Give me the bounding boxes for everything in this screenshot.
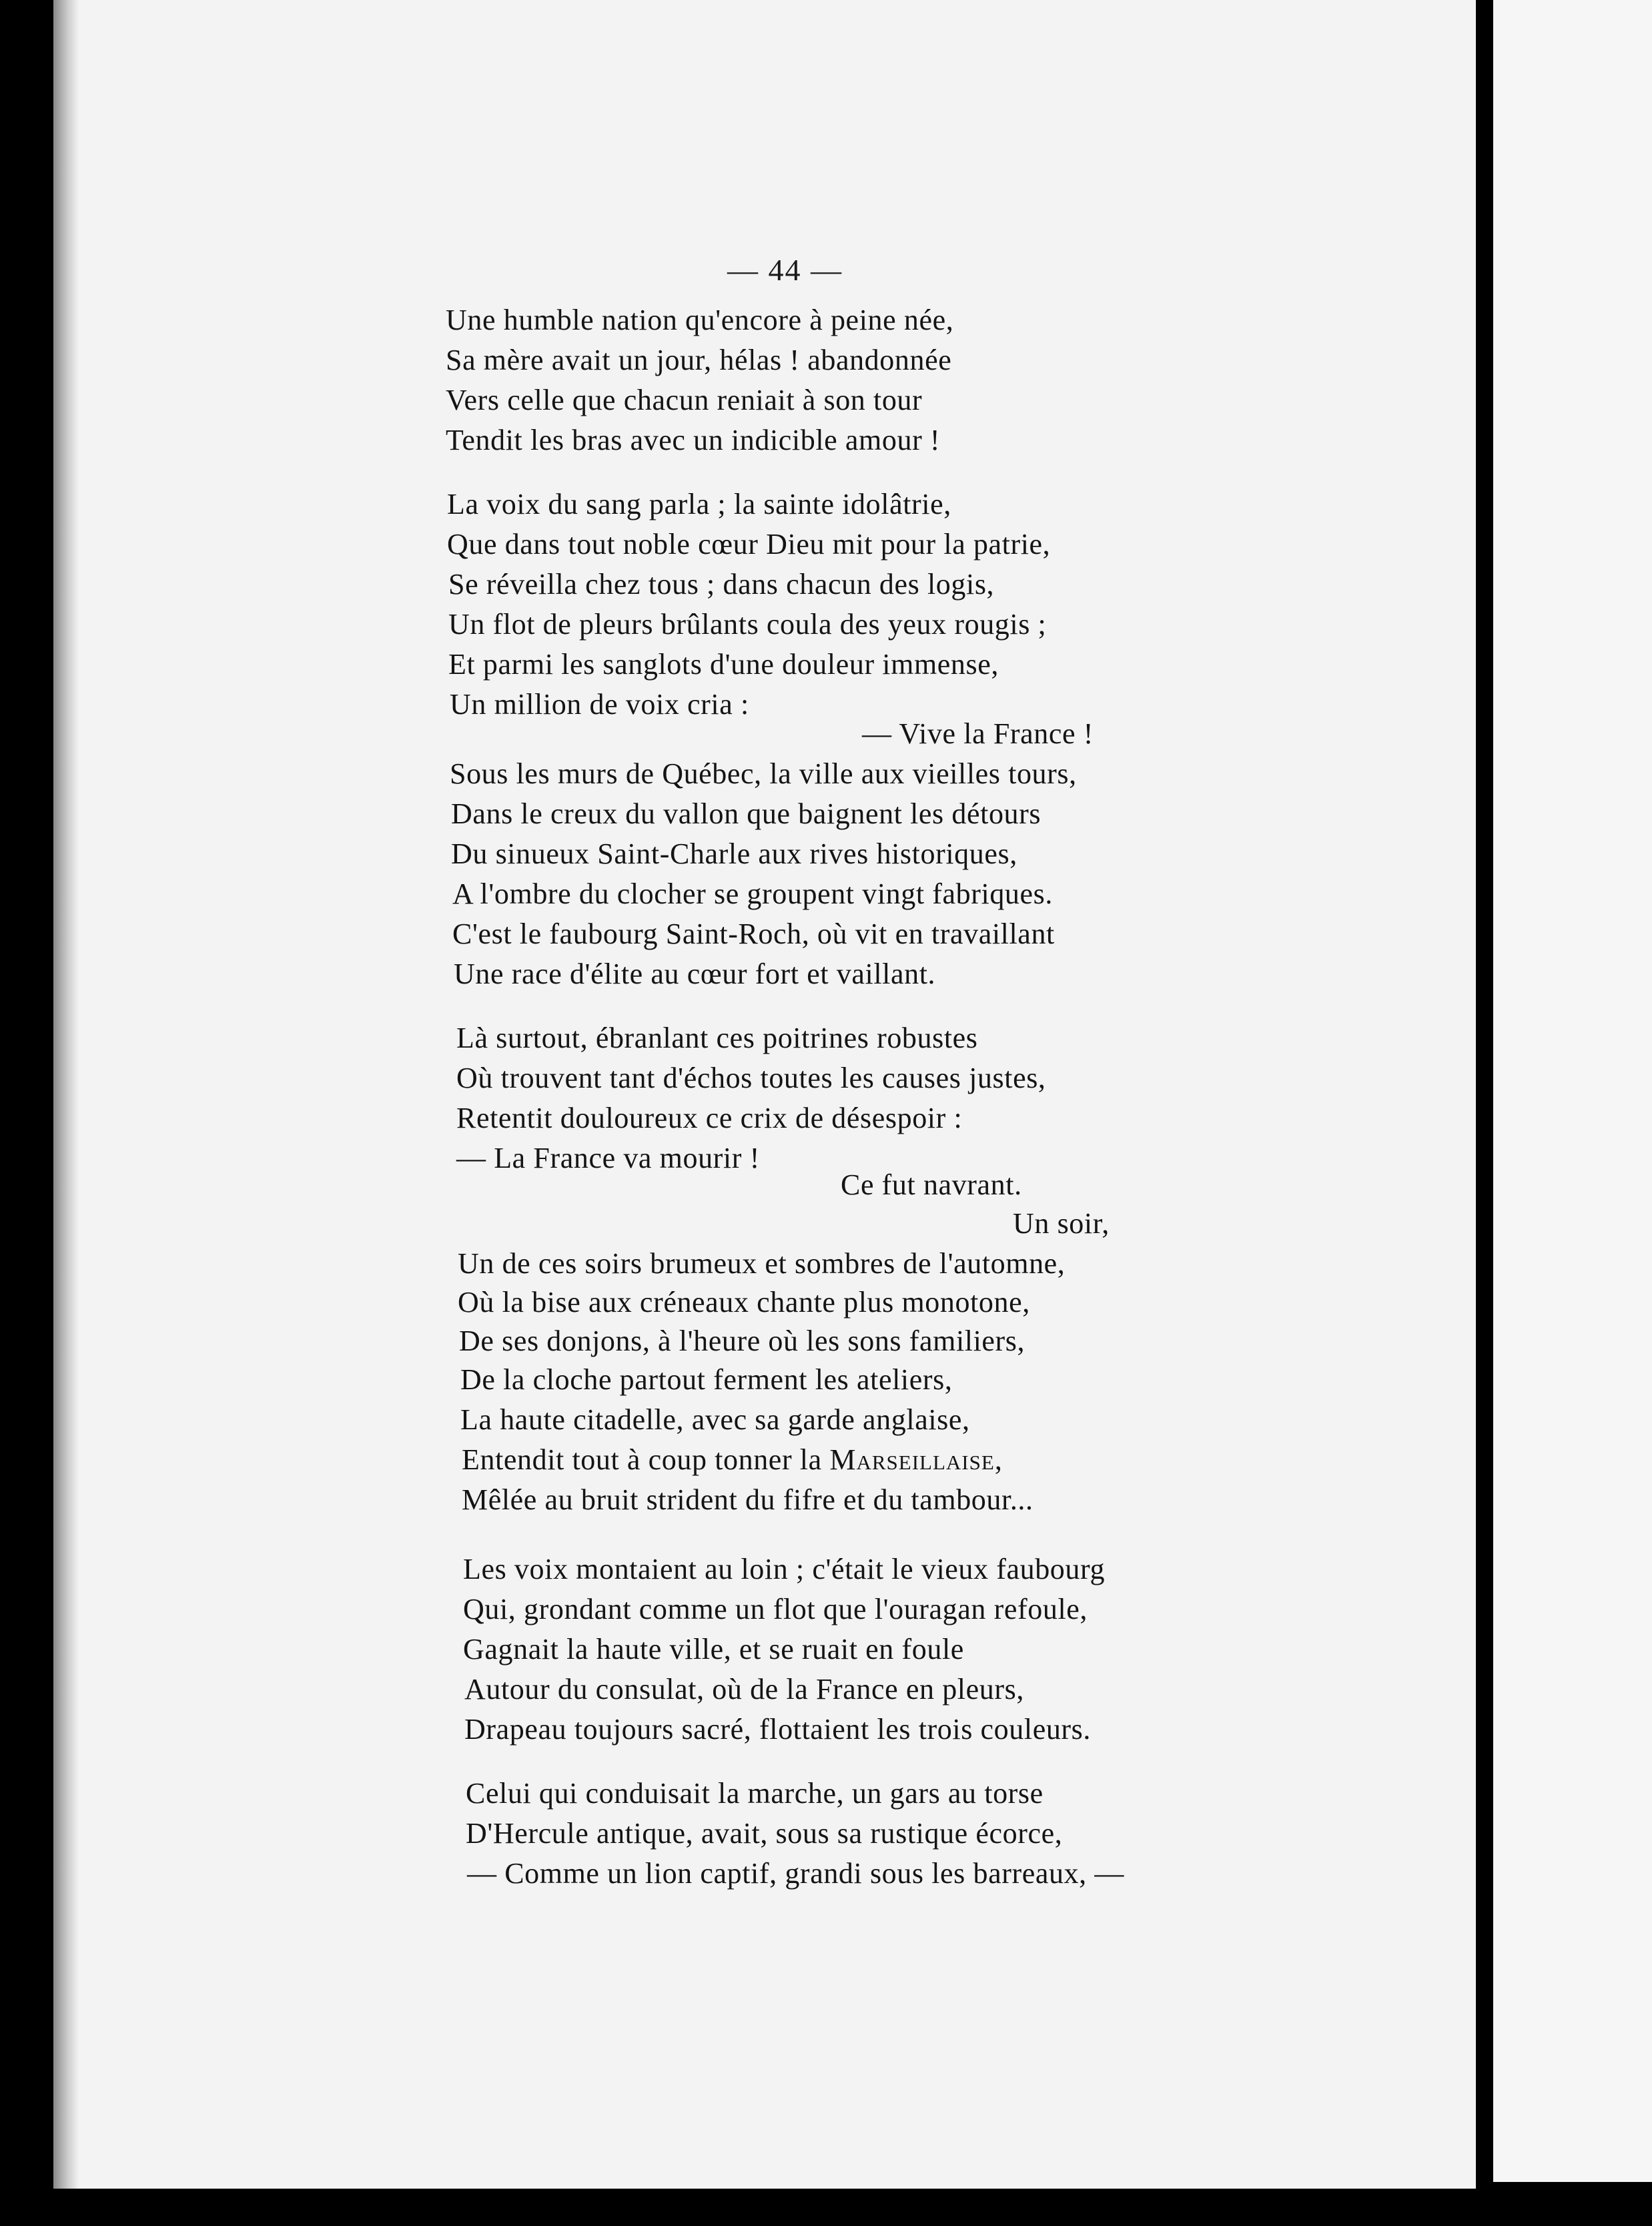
verse-line: Retentit douloureux ce crix de désespoir : xyxy=(456,1102,963,1134)
verse-line: A l'ombre du clocher se groupent vingt fabriques. xyxy=(452,877,1053,910)
verse-line: C'est le faubourg Saint-Roch, où vit en travaillant xyxy=(452,917,1055,950)
verse-line: Une race d'élite au cœur fort et vaillant. xyxy=(454,958,936,990)
verse-line: Dans le creux du vallon que baignent les détours xyxy=(451,797,1042,830)
verse-line: Du sinueux Saint-Charle aux rives historiques, xyxy=(451,837,1017,870)
verse-line: Mêlée au bruit strident du fifre et du tambour... xyxy=(462,1483,1034,1516)
book-gutter xyxy=(1476,0,1493,2226)
verse-line: Une humble nation qu'encore à peine née, xyxy=(446,304,954,336)
verse-punctuation: , xyxy=(994,1443,1003,1476)
scan-bottom-border xyxy=(0,2189,1476,2226)
verse-line: Que dans tout noble cœur Dieu mit pour la patrie, xyxy=(447,528,1051,561)
verse-line: Sous les murs de Québec, la ville aux vieilles tours, xyxy=(450,757,1077,790)
facing-page-edge xyxy=(1493,0,1652,2182)
verse-line: Un soir, xyxy=(1013,1207,1110,1240)
verse-line: Qui, grondant comme un flot que l'ouragan refoule, xyxy=(463,1593,1088,1625)
verse-line: Un de ces soirs brumeux et sombres de l'automne, xyxy=(458,1247,1066,1280)
verse-line: Un flot de pleurs brûlants coula des yeux rougis ; xyxy=(448,608,1047,641)
page-number: — 44 — xyxy=(727,253,843,287)
verse-line: Celui qui conduisait la marche, un gars au torse xyxy=(466,1777,1044,1810)
verse-line: Vers celle que chacun reniait à son tour xyxy=(446,384,923,416)
verse-text: Entendit tout à coup tonner la xyxy=(462,1443,830,1476)
verse-line: Tendit les bras avec un indicible amour ! xyxy=(446,424,941,456)
verse-line: Où trouvent tant d'échos toutes les causes justes, xyxy=(456,1062,1046,1094)
verse-line: Où la bise aux créneaux chante plus monotone, xyxy=(458,1286,1030,1319)
verse-line: Et parmi les sanglots d'une douleur immense, xyxy=(448,648,999,681)
verse-line: — Vive la France ! xyxy=(862,717,1094,750)
verse-line: Un million de voix cria : xyxy=(450,688,749,721)
marseillaise-small-caps: Marseillaise xyxy=(829,1443,995,1476)
verse-line: De ses donjons, à l'heure où les sons familiers, xyxy=(459,1325,1025,1357)
verse-line: Ce fut navrant. xyxy=(841,1168,1022,1201)
verse-line: Drapeau toujours sacré, flottaient les trois couleurs. xyxy=(464,1713,1091,1746)
verse-line: D'Hercule antique, avait, sous sa rustique écorce, xyxy=(466,1817,1063,1850)
verse-line: Là surtout, ébranlant ces poitrines robustes xyxy=(456,1022,978,1054)
book-page xyxy=(53,0,1476,2189)
verse-line: Sa mère avait un jour, hélas ! abandonnée xyxy=(446,344,952,376)
verse-line: Les voix montaient au loin ; c'était le vieux faubourg xyxy=(463,1553,1106,1585)
page-edge-shadow xyxy=(53,0,79,2189)
verse-line: La voix du sang parla ; la sainte idolâtrie, xyxy=(447,488,951,520)
verse-line: Autour du consulat, où de la France en pleurs, xyxy=(464,1673,1024,1706)
verse-line: Gagnait la haute ville, et se ruait en foule xyxy=(463,1633,964,1665)
verse-line: — Comme un lion captif, grandi sous les barreaux, — xyxy=(467,1857,1124,1890)
verse-line: De la cloche partout ferment les ateliers, xyxy=(460,1363,953,1396)
verse-line: Se réveilla chez tous ; dans chacun des logis, xyxy=(448,568,995,601)
verse-line: La haute citadelle, avec sa garde anglaise, xyxy=(460,1403,970,1436)
verse-line: — La France va mourir ! xyxy=(456,1142,760,1174)
